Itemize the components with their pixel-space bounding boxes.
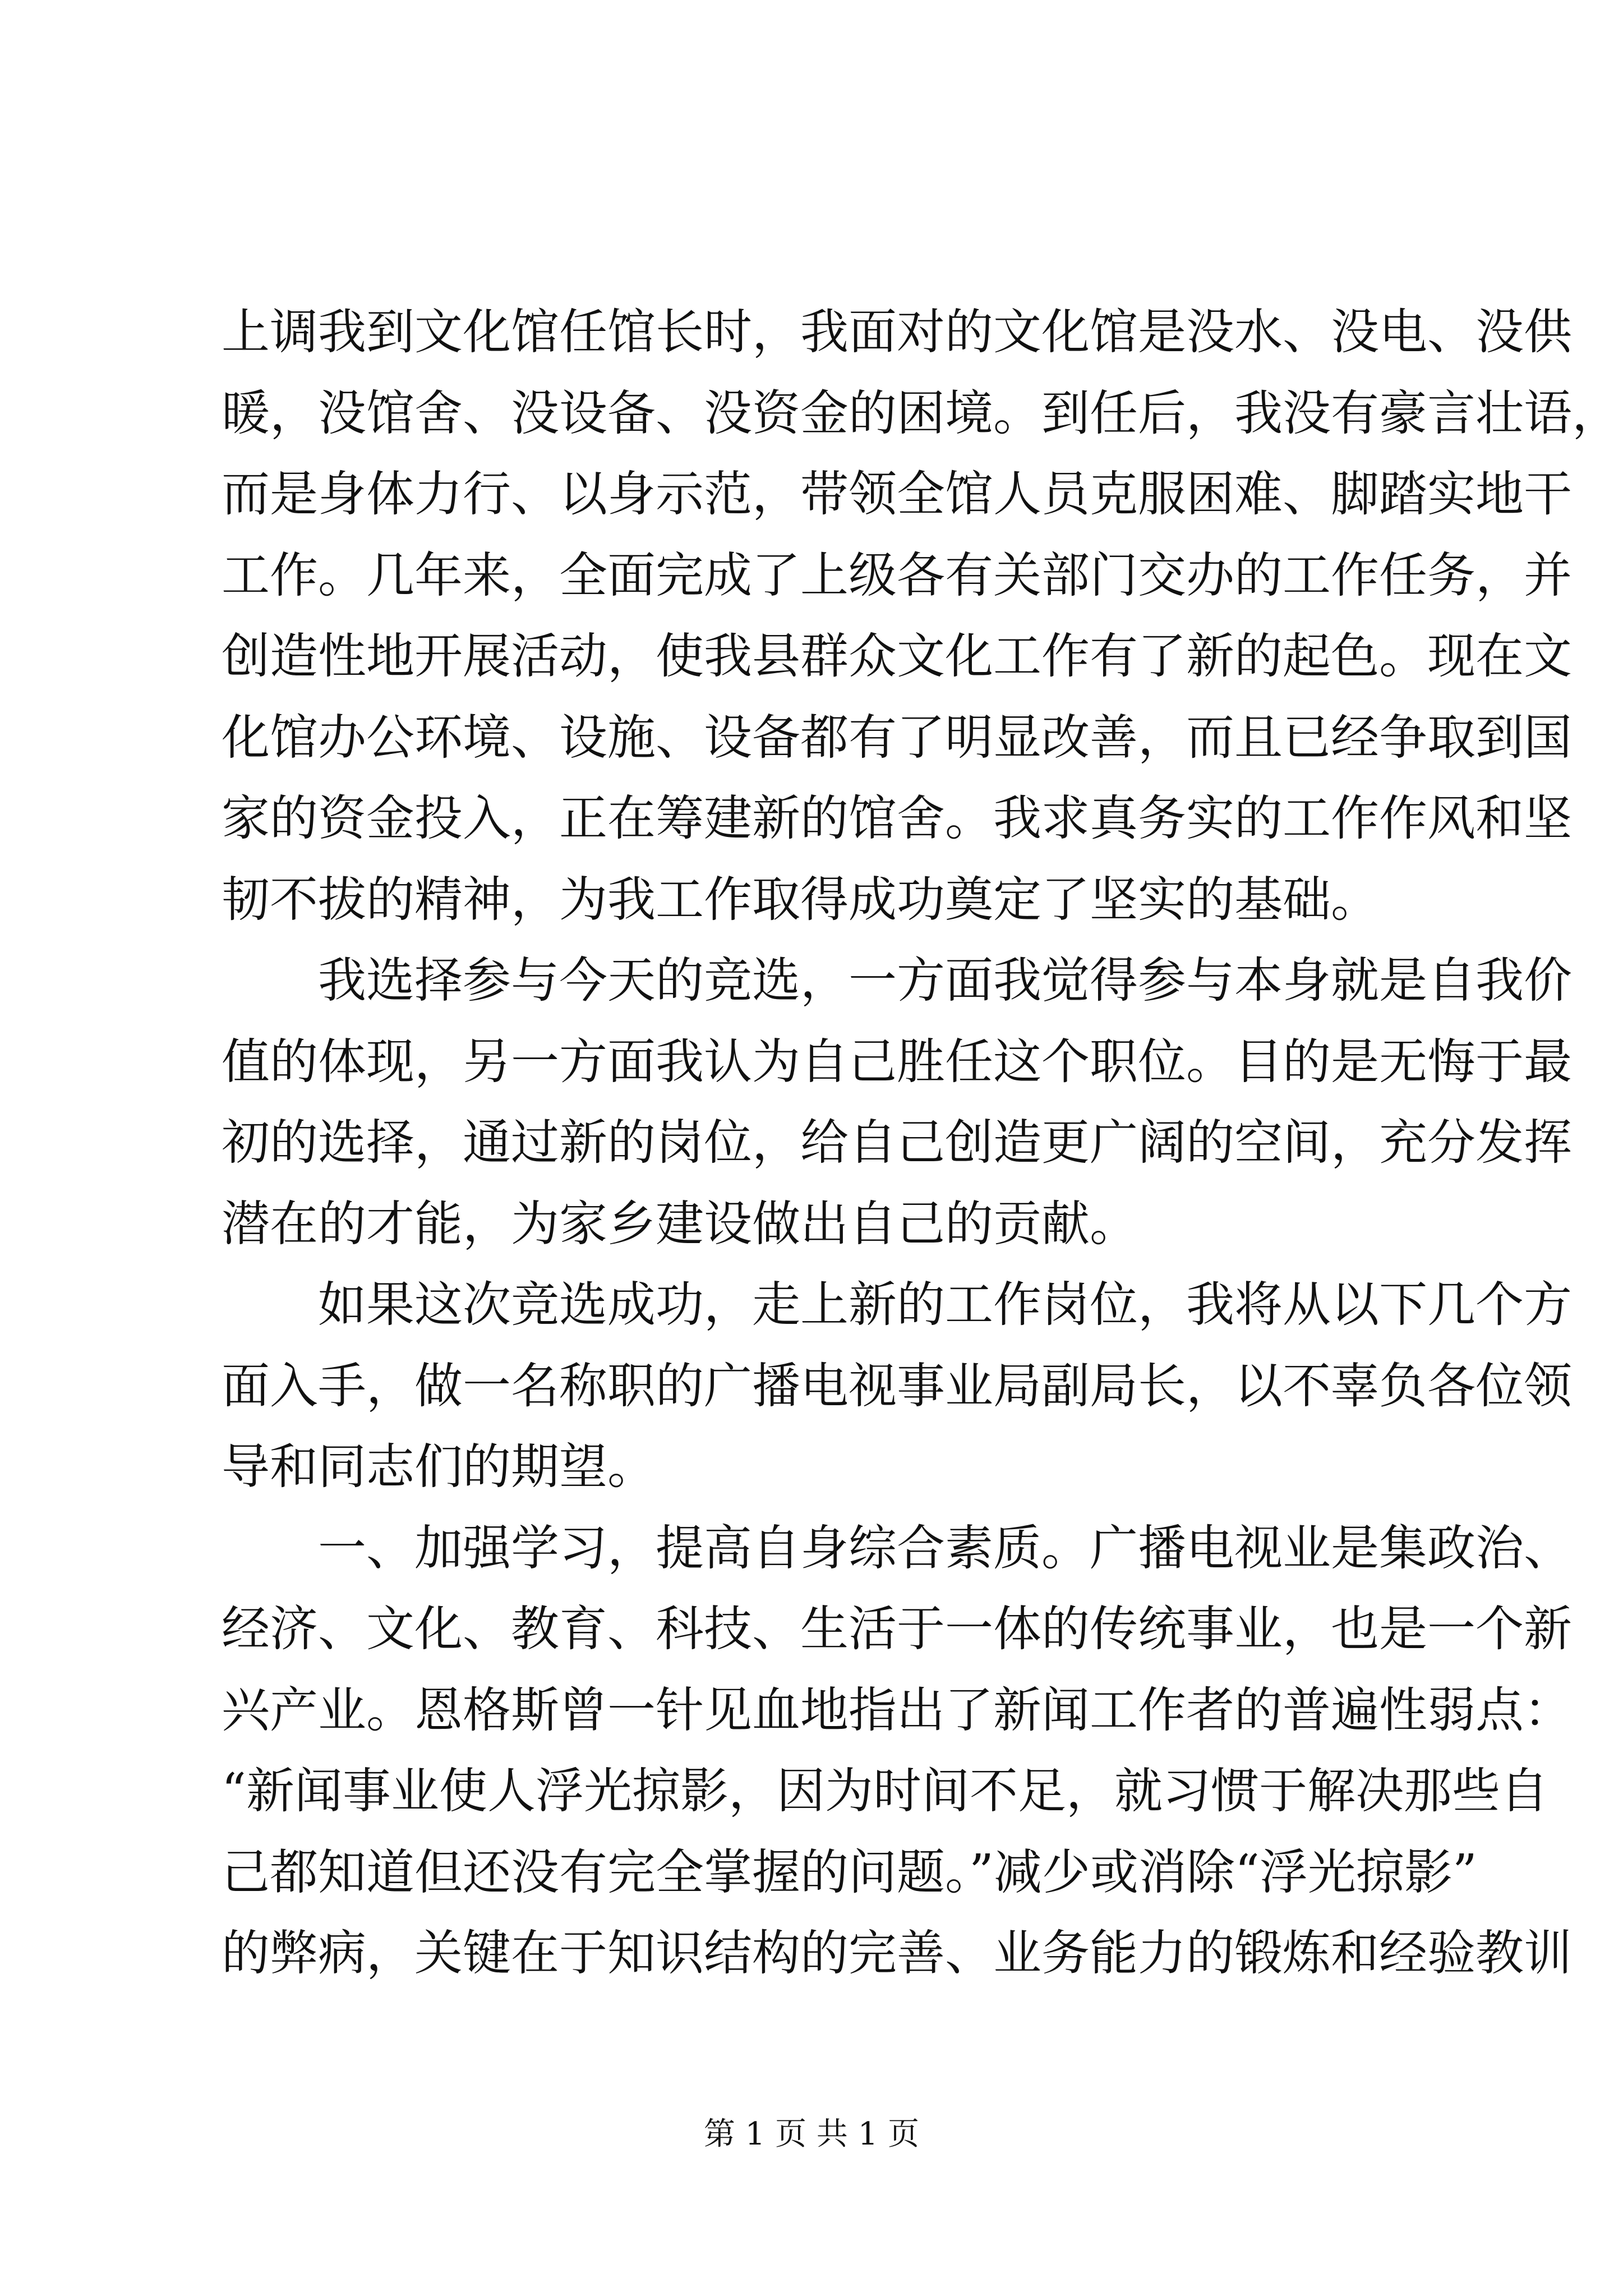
paragraph-4-line: 的弊病，关键在于知识结构的完善、业务能力的锻炼和经验教训 — [222, 1925, 1572, 1981]
paragraph-2-line: 潜在的才能，为家乡建设做出自己的贡献。 — [222, 1195, 1138, 1252]
paragraph-4-line: 一、加强学习，提高自身综合素质。广播电视业是集政治、 — [318, 1520, 1572, 1576]
paragraph-2-line: 初的选择，通过新的岗位，给自己创造更广阔的空间，充分发挥 — [222, 1115, 1572, 1171]
paragraph-1-line: 韧不拔的精神，为我工作取得成功奠定了坚实的基础。 — [222, 871, 1379, 928]
paragraph-3-line: 导和同志们的期望。 — [222, 1439, 656, 1495]
paragraph-2-line: 值的体现，另一方面我认为自己胜任这个职位。目的是无悔于最 — [222, 1033, 1572, 1090]
paragraph-1-line: 而是身体力行、以身示范，带领全馆人员克服困难、脚踏实地干 — [222, 466, 1572, 522]
paragraph-1-line: 工作。几年来，全面完成了上级各有关部门交办的工作任务，并 — [222, 547, 1572, 604]
paragraph-3-line: 如果这次竞选成功，走上新的工作岗位，我将从以下几个方 — [318, 1277, 1572, 1333]
paragraph-4-line: 兴产业。恩格斯曾一针见血地指出了新闻工作者的普遍性弱点： — [222, 1682, 1572, 1738]
paragraph-1-line: 上调我到文化馆任馆长时，我面对的文化馆是没水、没电、没供 — [222, 304, 1572, 360]
paragraph-4-line: 经济、文化、教育、科技、生活于一体的传统事业，也是一个新 — [222, 1601, 1572, 1657]
body-text — [222, 292, 1620, 1994]
paragraph-3-line: 面入手，做一名称职的广播电视事业局副局长，以不辜负各位领 — [222, 1358, 1572, 1414]
paragraph-2-line: 我选择参与今天的竞选，一方面我觉得参与本身就是自我价 — [318, 953, 1572, 1009]
paragraph-1-line: 家的资金投入，正在筹建新的馆舍。我求真务实的工作作风和坚 — [222, 790, 1572, 846]
paragraph-1-line: 暖，没馆舍、没设备、没资金的困境。到任后，我没有豪言壮语， — [222, 385, 1620, 441]
paragraph-1-line: 创造性地开展活动，使我县群众文化工作有了新的起色。现在文 — [222, 628, 1572, 684]
paragraph-4-line: 己都知道但还没有完全掌握的问题。”减少或消除“浮光掠影” — [222, 1844, 1477, 1901]
paragraph-1-line: 化馆办公环境、设施、设备都有了明显改善，而且已经争取到国 — [222, 709, 1572, 766]
paragraph-4-line: “新闻事业使人浮光掠影，因为时间不足，就习惯于解决那些自 — [222, 1763, 1548, 1819]
page-footer: 第 1 页 共 1 页 — [703, 2116, 920, 2152]
